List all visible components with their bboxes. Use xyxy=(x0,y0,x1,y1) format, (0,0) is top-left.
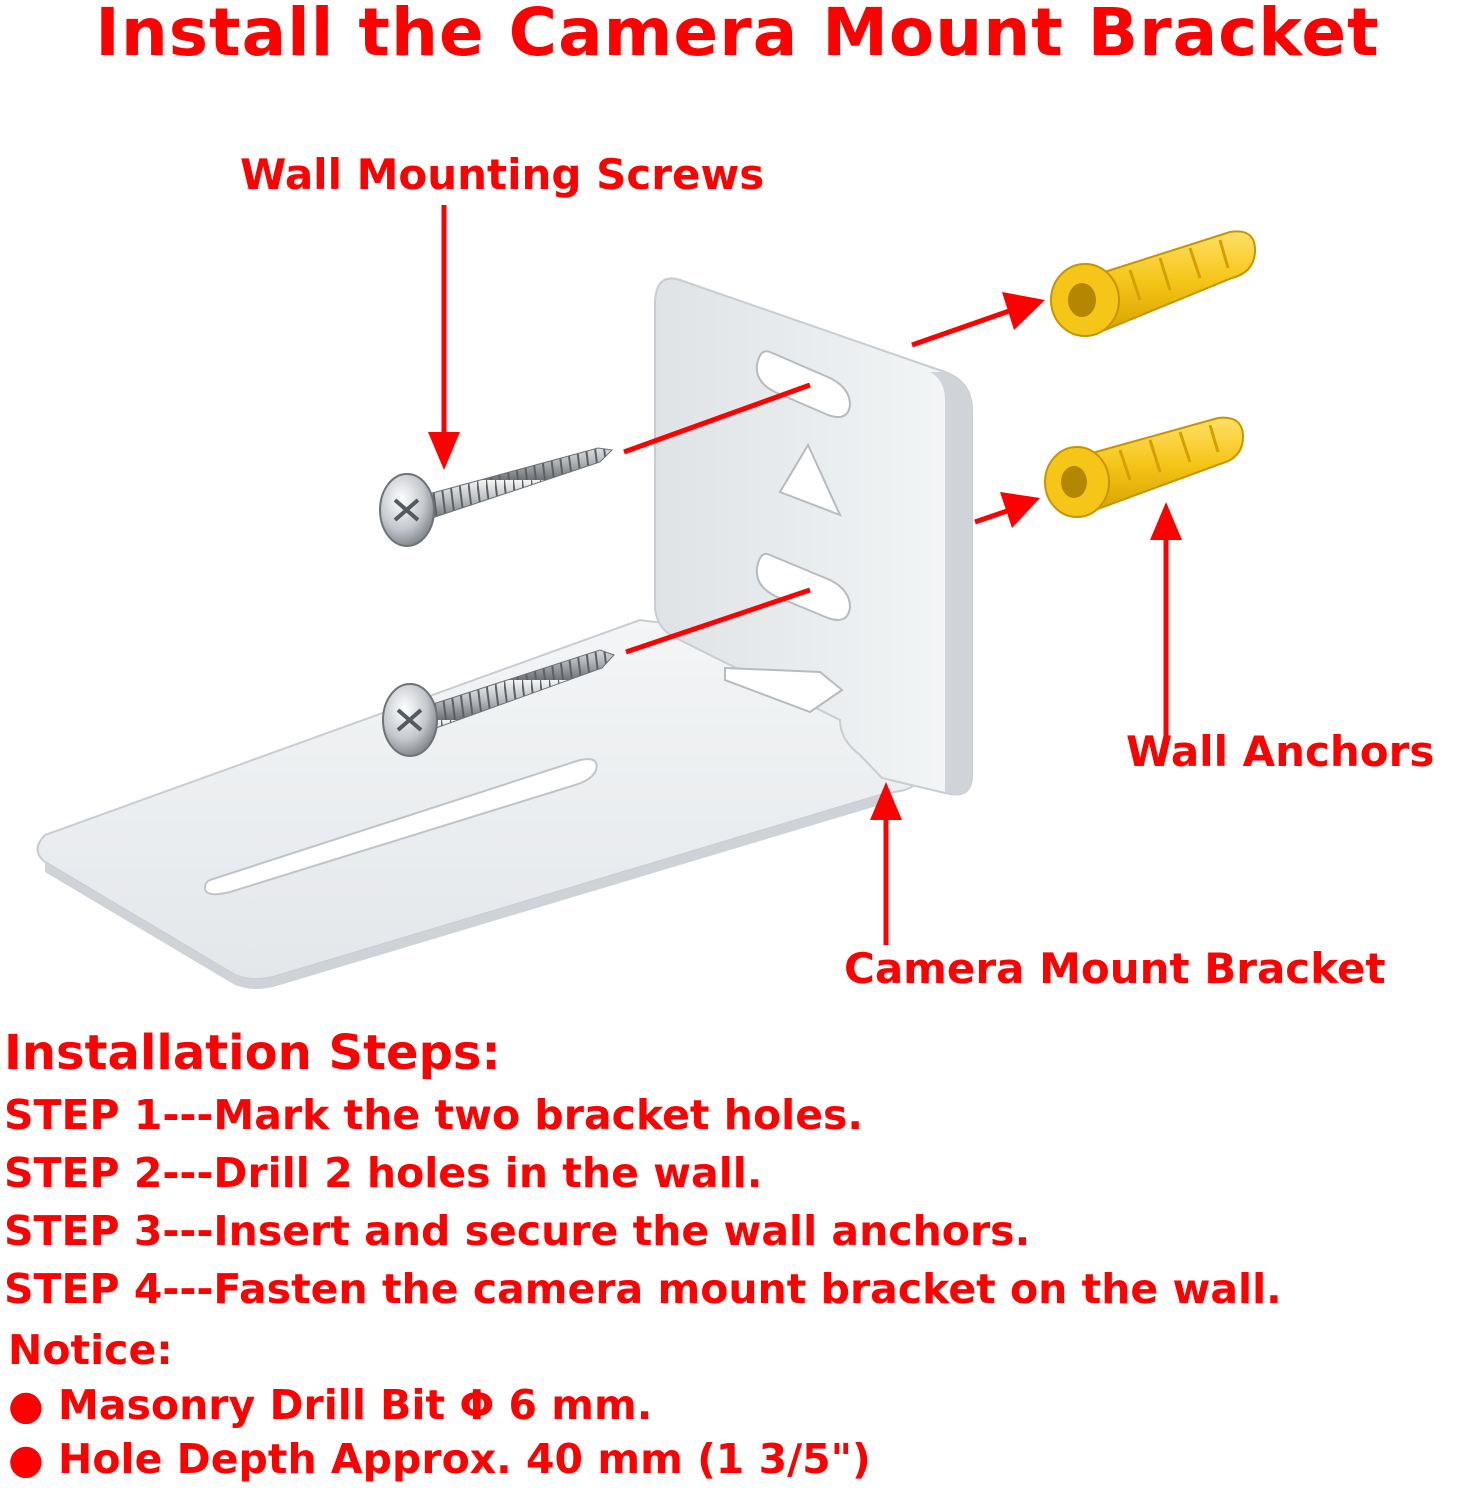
notice-heading: Notice: xyxy=(8,1326,173,1374)
label-wall-anchors: Wall Anchors xyxy=(1126,727,1435,776)
arrow-anchor-upper xyxy=(912,292,1045,345)
arrow-anchor-lower xyxy=(975,492,1040,528)
installation-steps xyxy=(4,1020,1282,1486)
step-2: STEP 2---Drill 2 holes in the wall. xyxy=(4,1149,763,1197)
wall-anchor-lower xyxy=(1045,418,1243,517)
label-camera-mount-bracket: Camera Mount Bracket xyxy=(844,944,1386,993)
arrow-screws xyxy=(428,205,460,470)
arrow-anchors-label xyxy=(1150,502,1182,740)
notice-hole-depth: ● Hole Depth Approx. 40 mm (1 3/5") xyxy=(8,1435,871,1483)
label-wall-mounting-screws: Wall Mounting Screws xyxy=(240,150,765,199)
step-1: STEP 1---Mark the two bracket holes. xyxy=(4,1091,863,1139)
step-3: STEP 3---Insert and secure the wall anchors. xyxy=(4,1207,1031,1255)
wall-anchor-upper xyxy=(1051,231,1255,336)
page-title: Install the Camera Mount Bracket xyxy=(95,0,1380,71)
notice-drill-bit: ● Masonry Drill Bit Φ 6 mm. xyxy=(8,1381,653,1429)
installation-heading: Installation Steps: xyxy=(4,1025,501,1081)
screw-upper xyxy=(380,448,612,546)
step-4: STEP 4---Fasten the camera mount bracket on the wall. xyxy=(4,1265,1282,1313)
